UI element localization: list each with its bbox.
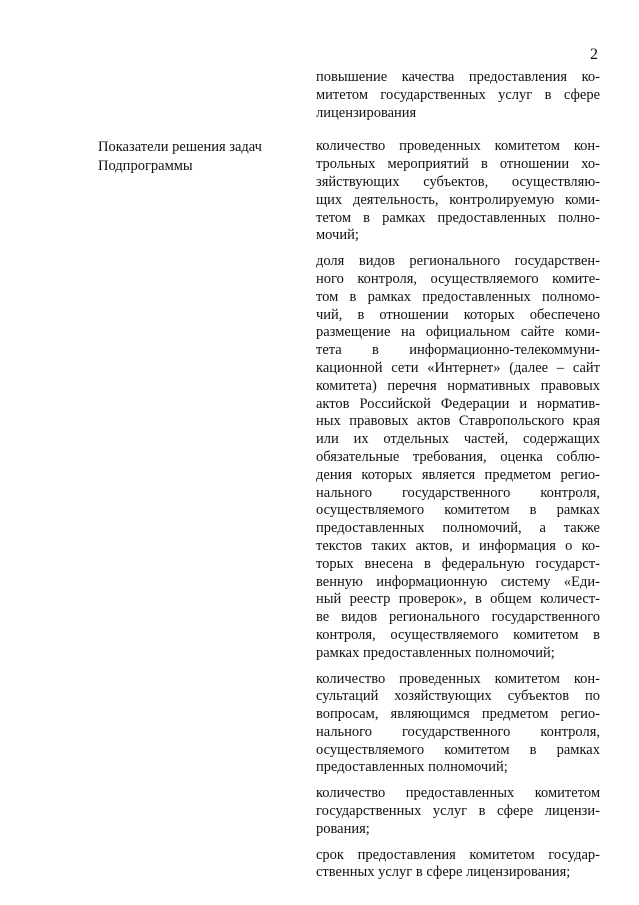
text-line: повышение качества предоставления ко- — [316, 69, 600, 85]
indicators-column — [316, 69, 600, 882]
text-line: сультаций хозяйствующих субъектов по — [316, 688, 600, 705]
text-line: нального государственного контроля, — [316, 484, 600, 501]
text-line: ных правовых актов Ставропольского края — [316, 413, 600, 430]
indicator-paragraph — [316, 253, 600, 662]
text-line: размещение на официальном сайте коми- — [316, 324, 600, 341]
goal-paragraph — [316, 69, 600, 122]
text-line: текстов таких актов, и информация о ко- — [316, 537, 600, 554]
text-line: нального государственного контроля, — [316, 723, 600, 740]
text-line: количество проведенных комитетом кон- — [316, 138, 600, 155]
text-line: мочий; — [316, 227, 359, 244]
indicator-paragraph — [316, 671, 600, 778]
text-line: тета в информационно-телекоммуни- — [316, 342, 600, 359]
text-line: доля видов регионального государствен- — [316, 253, 600, 270]
text-line: актов Российской Федерации и норматив- — [316, 395, 600, 412]
text-line: том в рамках предоставленных полномо- — [316, 288, 600, 305]
text-line: предоставленных полномочий, а также — [316, 520, 600, 537]
text-line: торых внесена в федеральную государст- — [316, 555, 600, 572]
text-line: кационной сети «Интернет» (далее – сайт — [316, 359, 600, 376]
text-line: контроля, осуществляемого комитетом в — [316, 626, 600, 643]
indicator-paragraph — [316, 847, 600, 883]
text-line: ве видов регионального государственного — [316, 609, 600, 626]
text-line: рамках предоставленных полномочий; — [316, 644, 555, 661]
text-line: чий, в отношении которых обеспечено — [316, 306, 600, 323]
text-line: лицензирования — [316, 104, 417, 121]
text-line: срок предоставления комитетом государ- — [316, 846, 600, 863]
text-line: дения которых является предметом регио- — [316, 466, 600, 483]
text-line: тетом в рамках предоставленных полно- — [316, 209, 600, 226]
text-line: обязательные требования, оценка соблю- — [316, 448, 600, 465]
text-line: ственных услуг в сфере лицензирования; — [316, 864, 571, 881]
text-line: митетом государственных услуг в сфере — [316, 86, 600, 103]
text-line: зяйствующих субъектов, осуществляю- — [316, 173, 600, 190]
text-line: осуществляемого комитетом в рамках — [316, 741, 600, 758]
section-label — [98, 138, 298, 176]
text-line: ного контроля, осуществляемого комите- — [316, 270, 600, 287]
text-line: вопросам, являющимся предметом регио- — [316, 706, 600, 723]
text-line: предоставленных полномочий; — [316, 759, 508, 776]
text-line: комитета) перечня нормативных правовых — [316, 377, 600, 394]
text-line: ный реестр проверок», в общем количест- — [316, 591, 600, 608]
text-line: трольных мероприятий в отношении хо- — [316, 156, 600, 173]
text-line: венную информационную систему «Еди- — [316, 573, 600, 590]
text-line: количество проведенных комитетом кон- — [316, 670, 600, 687]
text-line: осуществляемого комитетом в рамках — [316, 502, 600, 519]
text-line: или их отдельных частей, содержащих — [316, 431, 600, 448]
text-line: количество предоставленных комитетом — [316, 785, 600, 802]
text-line: государственных услуг в сфере лицензи- — [316, 803, 600, 820]
section-label-line: Показатели решения задач — [98, 139, 262, 155]
section-label-line: Подпрограммы — [98, 158, 193, 174]
text-line: рования; — [316, 820, 370, 837]
text-line: щих деятельность, контролируемую коми- — [316, 191, 600, 208]
page-number: 2 — [590, 46, 598, 63]
indicator-paragraph — [316, 785, 600, 838]
indicator-paragraph — [316, 138, 600, 245]
